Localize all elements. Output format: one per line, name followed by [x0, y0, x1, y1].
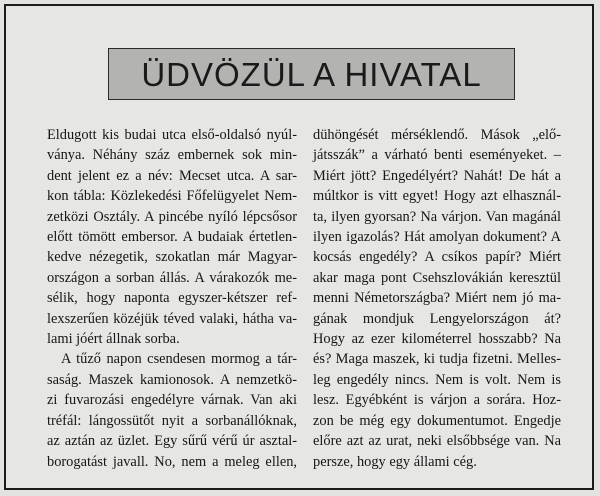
text-line: sélik, hogy naponta egyszer-kétszer ref- [47, 290, 297, 307]
text-line: országon a sorban állás. A várakozók me- [47, 269, 297, 286]
text-line: ványa. Néhány száz embernek sok min- [47, 147, 297, 164]
text-line: lesz. Egyébként is várjon a sorára. Hoz- [313, 392, 561, 409]
text-line: dühöngését mérséklendő. Mások „elő- [313, 127, 561, 143]
text-line: lexszerűen közéjük téved valaki, hátha va- [47, 310, 297, 327]
text-line: Hogy az ezer kilométerrel hosszabb? Na [313, 331, 561, 348]
left-column [47, 125, 297, 472]
text-line: saság. Maszek kamionosok. A nemzetkö- [47, 371, 297, 388]
article-title: ÜDVÖZÜL A HIVATAL [141, 55, 482, 93]
text-line: persze, hogy egy állami cég. [313, 453, 477, 470]
text-line: gának mondjuk Lengyelországon át? [313, 310, 561, 327]
text-line: akar maga pont Csehszlovákián keresztül [313, 269, 561, 286]
text-line: játsszák” a várható benti eseményeket. – [313, 147, 561, 164]
text-line: lami jóért állnak sorba. [47, 331, 180, 348]
text-line: tréfál: lángossütőt nyit a sorbanállóknak, [47, 412, 297, 429]
text-line: leg engedély nincs. Nem is volt. Nem is [313, 371, 561, 388]
text-line: kedve nézegetik, szokatlan már Magyar- [47, 249, 297, 266]
text-line: menni Németországba? Miért nem jó ma- [313, 290, 561, 307]
text-line: és? Maga maszek, ki tudja fizetni. Melles- [313, 351, 561, 368]
text-line: Eldugott kis budai utca első-oldalsó nyúl- [47, 127, 297, 143]
text-line: az aztán az üzlet. Egy sűrű vérű úr asztal- [47, 433, 297, 450]
text-line: előtt tömött embersor. A budaiak értetlen- [47, 229, 297, 246]
text-line: dent jelent ez a név: Mecset utca. A sar- [47, 167, 297, 184]
headline-banner [108, 48, 515, 100]
text-line: ilyen igazolás? Hát amolyan dokument? A [313, 229, 561, 246]
text-line: zon be még egy dokumentumot. Engedje [313, 412, 561, 429]
text-line: kon tábla: Közlekedési Főfelügyelet Nem- [47, 188, 297, 205]
text-line: zi fuvarozási engedélyre várnak. Van aki [47, 392, 297, 409]
text-line: kocsás engedély? A csíkos papír? Miért [313, 249, 561, 266]
text-line: zetközi Osztály. A pincébe nyíló lépcsősor [47, 208, 297, 225]
text-line: múltkor is vitt egyet! Hogy azt elhasznál- [313, 188, 561, 205]
text-line: előre azt az urat, neki elsőbbsége van. Na [313, 433, 561, 450]
text-line: Miért jött? Engedélyért? Nahát! De hát a [313, 167, 561, 184]
text-line: borogatást javall. No, nem a meleg ellen, [47, 453, 297, 470]
right-column [313, 125, 561, 472]
text-line: ta, ilyen gyorsan? Na várjon. Van magánál [313, 208, 561, 225]
text-line: A tűző napon csendesen mormog a tár- [61, 351, 297, 368]
